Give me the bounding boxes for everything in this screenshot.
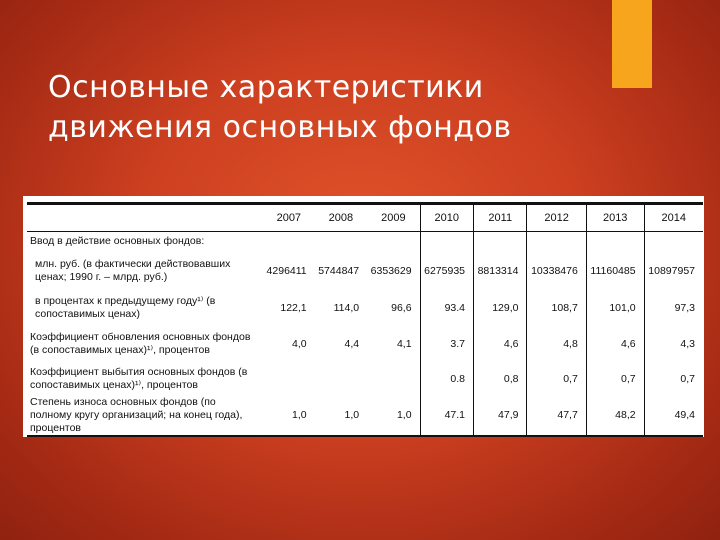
table-cell: 93.4 [420,290,473,326]
accent-bar [612,0,652,88]
table-cell [263,362,315,396]
table-cell: 47.1 [420,396,473,436]
row-label: Коэффициент обновления основных фондов (в сопоставимых ценах)¹⁾, процентов [30,330,251,356]
table-cell: 49,4 [644,396,703,436]
table-cell: 6275935 [420,252,473,290]
table-cell: 0,7 [527,362,586,396]
table-cell [420,232,473,252]
table-cell: 4,8 [527,326,586,362]
table-cell [367,232,420,252]
table-cell: 0,7 [586,362,644,396]
table-cell: 0.8 [420,362,473,396]
table-row [27,290,703,326]
row-label: млн. руб. (в фактически действовавших ценах; 1990 г. – млрд. руб.) [35,257,231,283]
table-cell: 96,6 [391,301,412,314]
year-header: 2011 [474,204,527,232]
table-header-row [27,204,703,232]
table-cell: 4,1 [396,337,412,350]
table-cell: 4296411 [266,264,307,277]
table-cell: 47,9 [474,396,527,436]
table-cell: 4,4 [344,337,360,350]
table-row [27,396,703,436]
row-label: в процентах к предыдущему году¹⁾ (в сопоставимых ценах) [35,294,216,320]
table-cell: 101,0 [586,290,644,326]
table-row [27,252,703,290]
row-label: Степень износа основных фондов (по полному кругу организаций; на конец года), процентов [27,396,263,436]
row-label: Ввод в действие основных фондов: [30,235,205,248]
table-cell [315,232,367,252]
slide-title [48,68,608,148]
table-cell [474,232,527,252]
table-cell [263,232,315,252]
table-cell: 0,7 [644,362,703,396]
data-table-image [23,196,704,437]
table-row [27,232,703,252]
table-cell [527,232,586,252]
table-cell: 0,8 [474,362,527,396]
row-label: Коэффициент выбытия основных фондов (в сопоставимых ценах)¹⁾, процентов [30,365,248,391]
table-cell: 114,0 [333,301,360,314]
table-cell: 48,2 [586,396,644,436]
table-cell: 47,7 [527,396,586,436]
table-cell: 108,7 [527,290,586,326]
table-cell: 11160485 [586,252,644,290]
table-cell: 129,0 [474,290,527,326]
year-header: 2014 [644,204,703,232]
table-cell: 97,3 [644,290,703,326]
year-header: 2007 [276,212,302,224]
table-cell [367,362,420,396]
table-cell: 10338476 [527,252,586,290]
table-cell: 4,6 [586,326,644,362]
year-header: 2013 [586,204,644,232]
table-cell: 5744847 [318,264,360,277]
table-cell: 1,0 [263,396,315,436]
table-cell: 1,0 [315,396,367,436]
year-header: 2008 [328,212,354,224]
table-cell [644,232,703,252]
table-row [27,326,703,362]
table-cell [586,232,644,252]
year-header: 2009 [381,212,406,224]
table-cell: 3.7 [420,326,473,362]
table-row [27,362,703,396]
header-label-cell [27,204,263,232]
table-cell: 6353629 [370,264,412,277]
year-header: 2010 [420,204,473,232]
table-cell: 4,0 [292,337,307,350]
slide-title-line-1: Основные характеристики [48,70,484,106]
table-cell: 4,6 [474,326,527,362]
table-cell [315,362,367,396]
table-cell: 10897957 [644,252,703,290]
table-cell: 4,3 [644,326,703,362]
slide-title-line-2: движения основных фондов [48,110,512,146]
year-header: 2012 [527,204,586,232]
fixed-assets-table [27,202,703,437]
table-cell: 1,0 [367,396,420,436]
table-cell: 8813314 [474,252,527,290]
table-cell: 122,1 [280,301,307,314]
